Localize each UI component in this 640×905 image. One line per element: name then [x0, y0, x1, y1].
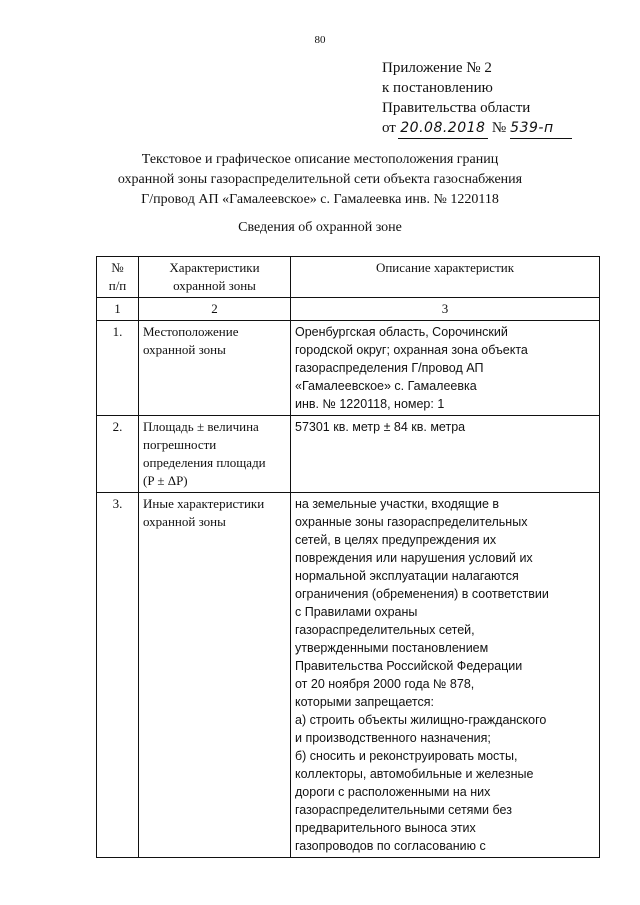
title-line-3: Г/провод АП «Гамалеевское» с. Гамалеевка инв. № 1220118	[141, 192, 499, 207]
table-row	[97, 493, 600, 858]
row-1-desc-line: «Гамалеевское» с. Гамалеевка	[295, 379, 477, 393]
date-prefix: от	[382, 120, 396, 136]
column-number-3: 3	[291, 298, 600, 321]
row-1-desc-line: газораспределения Г/провод АП	[295, 361, 484, 375]
column-number-1: 1	[97, 298, 139, 321]
row-3-desc-line: предварительного выноса этих	[295, 821, 476, 835]
header-num-cell	[97, 257, 139, 298]
row-3-desc-line: Правительства Российской Федерации	[295, 659, 523, 673]
row-3-desc-line: сетей, в целях предупреждения их	[295, 533, 497, 547]
row-3-name-line: охранной зоны	[143, 514, 226, 529]
header-name-cell	[139, 257, 291, 298]
row-3-desc-line: утвержденными постановлением	[295, 641, 489, 655]
row-1-name-line: охранной зоны	[143, 342, 226, 357]
handwritten-number: 539-п	[510, 118, 572, 139]
header-num-line-2: п/п	[108, 278, 127, 293]
row-3-desc-line: газораспределительными сетями без	[295, 803, 512, 817]
row-2-name-line: (P ± ΔP)	[143, 473, 188, 488]
protection-zone-table	[96, 256, 600, 858]
title-line-2: охранной зоны газораспределительной сети объекта газоснабжения	[117, 172, 523, 187]
row-3-desc-line: газораспределительных сетей,	[295, 623, 475, 637]
row-2-description	[291, 416, 600, 493]
document-title	[0, 150, 640, 210]
page-number: 80	[314, 34, 326, 46]
row-3-desc-line: коллекторы, автомобильные и железные	[295, 767, 534, 781]
title-line-1: Текстовое и графическое описание местоположения границ	[141, 152, 499, 167]
section-title: Сведения об охранной зоне	[238, 220, 402, 235]
column-number-2: 2	[139, 298, 291, 321]
row-1-desc-line: городской округ; охранная зона объекта	[295, 343, 528, 357]
row-3-desc-line: охранные зоны газораспределительных	[295, 515, 528, 529]
header-desc-cell: Описание характеристик	[291, 257, 600, 298]
row-2-name-line: Площадь ± величина	[143, 419, 259, 434]
row-1-description	[291, 321, 600, 416]
table-row	[97, 416, 600, 493]
row-3-number: 3.	[97, 493, 139, 858]
row-3-desc-line: газопроводов по согласованию с	[295, 839, 486, 853]
row-3-desc-line: повреждения или нарушения условий их	[295, 551, 533, 565]
row-3-desc-line: и производственного назначения;	[295, 731, 491, 745]
row-3-desc-line: нормальной эксплуатации налагаются	[295, 569, 519, 583]
row-3-desc-line: с Правилами охраны	[295, 605, 418, 619]
row-3-name	[139, 493, 291, 858]
table-row	[97, 321, 600, 416]
row-3-name-line: Иные характеристики	[143, 496, 265, 511]
row-1-desc-line: Оренбургская область, Сорочинский	[295, 325, 508, 339]
header-num-line-1: №	[111, 260, 124, 275]
table-header-row	[97, 257, 600, 298]
row-1-desc-line: инв. № 1220118, номер: 1	[295, 397, 445, 411]
number-sign: №	[491, 120, 507, 136]
row-2-name-line: определения площади	[143, 455, 266, 470]
row-2-desc-line: 57301 кв. метр ± 84 кв. метра	[295, 420, 466, 434]
appendix-line-1: Приложение № 2	[382, 60, 492, 76]
appendix-date-line	[382, 118, 572, 139]
row-2-name	[139, 416, 291, 493]
row-3-desc-line: б) сносить и реконструировать мосты,	[295, 749, 518, 763]
row-3-desc-line: от 20 ноября 2000 года № 878,	[295, 677, 475, 691]
header-name-line-2: охранной зоны	[173, 278, 256, 293]
row-1-name	[139, 321, 291, 416]
row-2-name-line: погрешности	[143, 437, 217, 452]
column-number-row	[97, 298, 600, 321]
handwritten-date: 20.08.2018	[398, 118, 488, 139]
row-3-desc-line: которыми запрещается:	[295, 695, 435, 709]
appendix-header	[382, 58, 572, 139]
header-name-line-1: Характеристики	[169, 260, 260, 275]
row-3-desc-line: дороги с расположенными на них	[295, 785, 491, 799]
row-3-desc-line: а) строить объекты жилищно-гражданского	[295, 713, 547, 727]
appendix-line-3: Правительства области	[382, 100, 531, 116]
row-2-number: 2.	[97, 416, 139, 493]
row-3-desc-line: ограничения (обременения) в соответствии	[295, 587, 549, 601]
row-1-name-line: Местоположение	[143, 324, 239, 339]
row-3-description	[291, 493, 600, 858]
row-3-desc-line: на земельные участки, входящие в	[295, 497, 500, 511]
row-1-number: 1.	[97, 321, 139, 416]
appendix-line-2: к постановлению	[382, 80, 493, 96]
